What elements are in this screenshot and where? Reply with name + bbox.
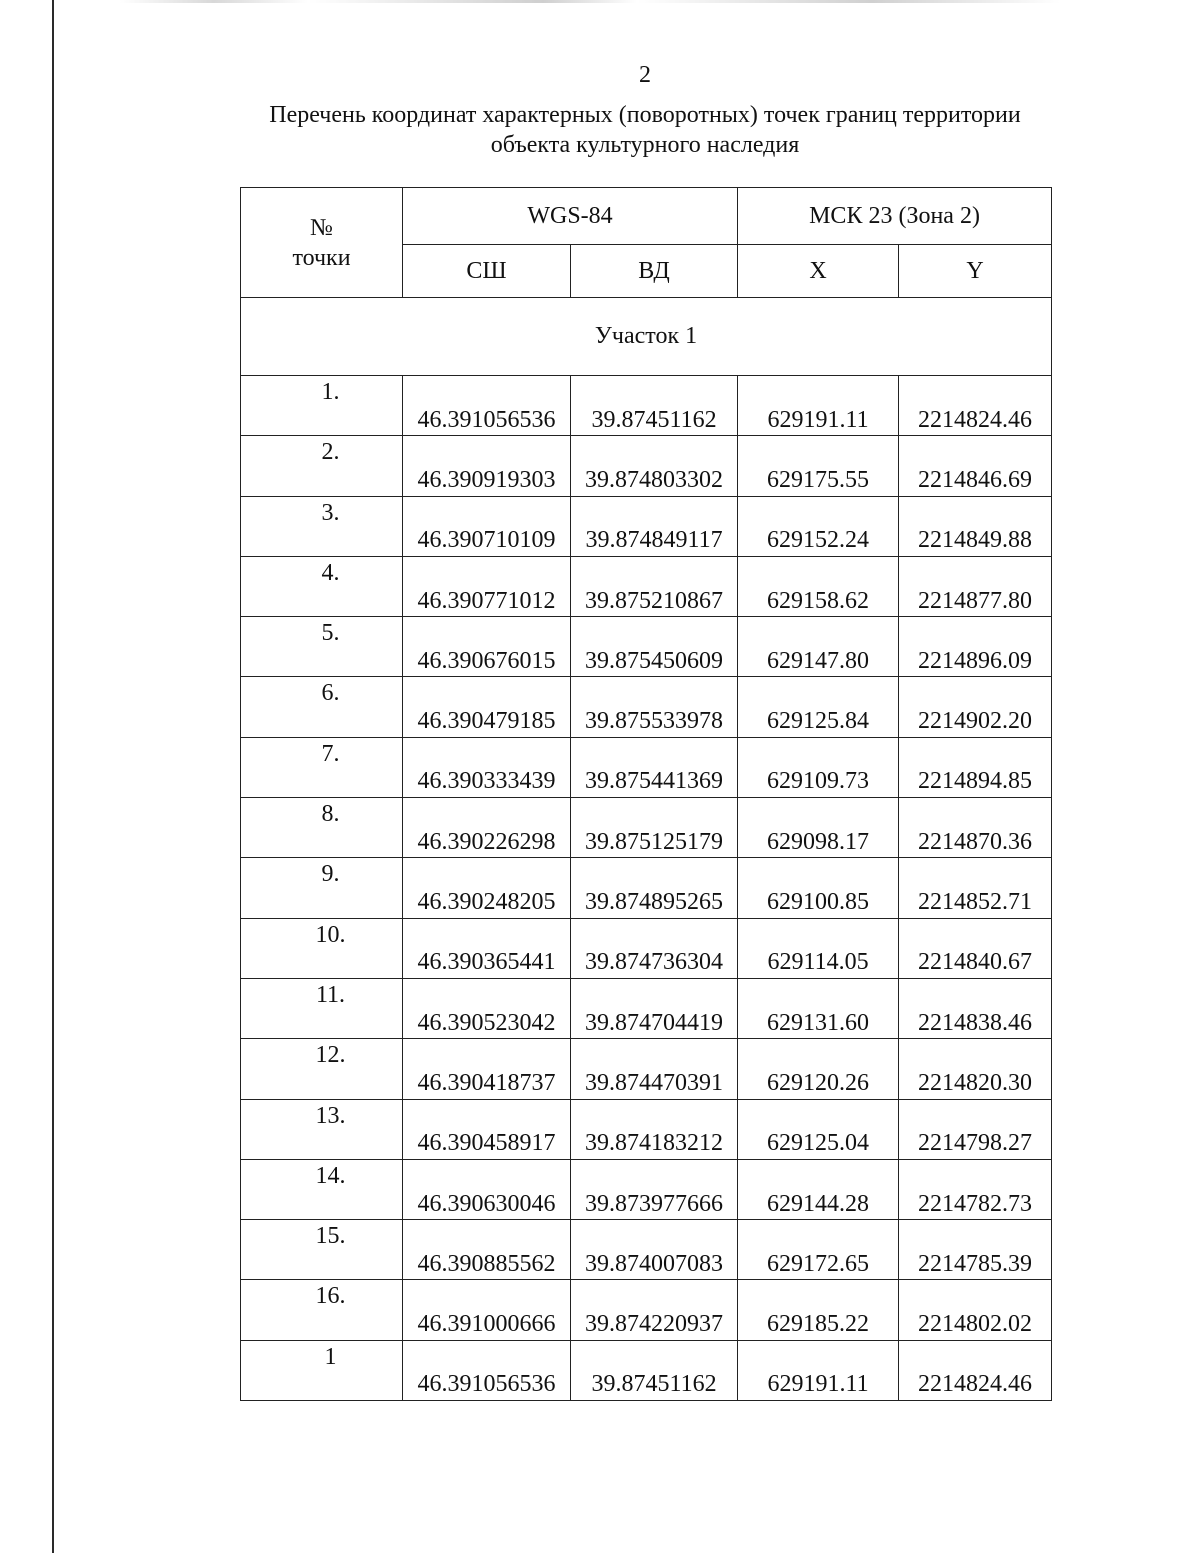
y-cell: 2214840.67 (899, 918, 1052, 978)
point-number-cell: 9. (241, 858, 403, 918)
table-row (241, 737, 1052, 797)
table-row (241, 556, 1052, 616)
document-title (200, 100, 1090, 160)
table-row (241, 376, 1052, 436)
point-number-cell: 10. (241, 918, 403, 978)
longitude-cell: 39.873977666 (571, 1159, 738, 1219)
longitude-cell: 39.875125179 (571, 798, 738, 858)
table-row (241, 798, 1052, 858)
latitude-cell: 46.390248205 (403, 858, 571, 918)
scan-top-edge (120, 0, 1060, 3)
table-row (241, 918, 1052, 978)
table-row (241, 436, 1052, 496)
x-cell: 629120.26 (738, 1039, 899, 1099)
msk23-header: МСК 23 (Зона 2) (738, 188, 1052, 245)
x-cell: 629175.55 (738, 436, 899, 496)
latitude-cell: 46.390885562 (403, 1220, 571, 1280)
x-cell: 629172.65 (738, 1220, 899, 1280)
document-title-line-1: Перечень координат характерных (поворотных) точек границ территории (269, 102, 1021, 128)
longitude-cell: 39.874007083 (571, 1220, 738, 1280)
longitude-cell: 39.874220937 (571, 1280, 738, 1340)
x-cell: 629098.17 (738, 798, 899, 858)
point-number-cell: 1. (241, 376, 403, 436)
latitude-cell: 46.391000666 (403, 1280, 571, 1340)
y-cell: 2214798.27 (899, 1099, 1052, 1159)
latitude-cell: 46.391056536 (403, 376, 571, 436)
latitude-cell: 46.390630046 (403, 1159, 571, 1219)
y-cell: 2214896.09 (899, 617, 1052, 677)
y-cell: 2214846.69 (899, 436, 1052, 496)
x-cell: 629100.85 (738, 858, 899, 918)
point-number-cell: 8. (241, 798, 403, 858)
y-cell: 2214824.46 (899, 1340, 1052, 1400)
latitude-cell: 46.390676015 (403, 617, 571, 677)
latitude-cell: 46.390710109 (403, 496, 571, 556)
longitude-cell: 39.874736304 (571, 918, 738, 978)
page-number: 2 (639, 62, 651, 88)
longitude-cell: 39.875450609 (571, 617, 738, 677)
x-cell: 629109.73 (738, 737, 899, 797)
latitude-cell: 46.390771012 (403, 556, 571, 616)
point-number-header-symbol: № (310, 214, 333, 241)
point-number-header (241, 188, 403, 298)
x-cell: 629125.84 (738, 677, 899, 737)
point-number-cell: 7. (241, 737, 403, 797)
x-cell: 629185.22 (738, 1280, 899, 1340)
table-row (241, 1220, 1052, 1280)
table-row (241, 1280, 1052, 1340)
longitude-cell: 39.874803302 (571, 436, 738, 496)
latitude-cell: 46.390418737 (403, 1039, 571, 1099)
longitude-cell: 39.875533978 (571, 677, 738, 737)
y-cell: 2214870.36 (899, 798, 1052, 858)
longitude-cell: 39.874849117 (571, 496, 738, 556)
y-cell: 2214894.85 (899, 737, 1052, 797)
section-title: Участок 1 (241, 298, 1052, 376)
point-number-cell: 11. (241, 978, 403, 1038)
header-row-1 (241, 188, 1052, 245)
latitude-cell: 46.390919303 (403, 436, 571, 496)
point-number-cell: 5. (241, 617, 403, 677)
point-number-cell: 14. (241, 1159, 403, 1219)
table-row (241, 677, 1052, 737)
longitude-cell: 39.87451162 (571, 1340, 738, 1400)
x-cell: 629114.05 (738, 918, 899, 978)
latitude-cell: 46.391056536 (403, 1340, 571, 1400)
latitude-header: СШ (403, 245, 571, 298)
table-row (241, 858, 1052, 918)
point-number-cell: 6. (241, 677, 403, 737)
y-cell: 2214849.88 (899, 496, 1052, 556)
table-row (241, 1340, 1052, 1400)
y-cell: 2214785.39 (899, 1220, 1052, 1280)
point-number-cell: 2. (241, 436, 403, 496)
latitude-cell: 46.390479185 (403, 677, 571, 737)
y-header: Y (899, 245, 1052, 298)
y-cell: 2214902.20 (899, 677, 1052, 737)
section-row (241, 298, 1052, 376)
latitude-cell: 46.390523042 (403, 978, 571, 1038)
coordinates-table (240, 187, 1052, 1401)
x-cell: 629147.80 (738, 617, 899, 677)
y-cell: 2214877.80 (899, 556, 1052, 616)
longitude-cell: 39.875441369 (571, 737, 738, 797)
point-number-cell: 1 (241, 1340, 403, 1400)
longitude-cell: 39.875210867 (571, 556, 738, 616)
point-number-cell: 15. (241, 1220, 403, 1280)
table-row (241, 1099, 1052, 1159)
y-cell: 2214824.46 (899, 376, 1052, 436)
y-cell: 2214820.30 (899, 1039, 1052, 1099)
latitude-cell: 46.390226298 (403, 798, 571, 858)
point-number-header-label: точки (292, 244, 351, 271)
x-cell: 629191.11 (738, 1340, 899, 1400)
point-number-cell: 3. (241, 496, 403, 556)
x-cell: 629191.11 (738, 376, 899, 436)
y-cell: 2214802.02 (899, 1280, 1052, 1340)
point-number-cell: 4. (241, 556, 403, 616)
table-row (241, 617, 1052, 677)
table-row (241, 1039, 1052, 1099)
point-number-cell: 12. (241, 1039, 403, 1099)
table-row (241, 1159, 1052, 1219)
x-cell: 629125.04 (738, 1099, 899, 1159)
table-row (241, 978, 1052, 1038)
x-cell: 629158.62 (738, 556, 899, 616)
table-row (241, 496, 1052, 556)
scan-left-edge (52, 0, 54, 1553)
y-cell: 2214782.73 (899, 1159, 1052, 1219)
longitude-cell: 39.874704419 (571, 978, 738, 1038)
longitude-cell: 39.87451162 (571, 376, 738, 436)
longitude-header: ВД (571, 245, 738, 298)
point-number-cell: 16. (241, 1280, 403, 1340)
wgs84-header: WGS-84 (403, 188, 738, 245)
document-title-line-2: объекта культурного наследия (490, 132, 800, 158)
x-header: X (738, 245, 899, 298)
latitude-cell: 46.390333439 (403, 737, 571, 797)
x-cell: 629131.60 (738, 978, 899, 1038)
latitude-cell: 46.390458917 (403, 1099, 571, 1159)
latitude-cell: 46.390365441 (403, 918, 571, 978)
longitude-cell: 39.874895265 (571, 858, 738, 918)
x-cell: 629144.28 (738, 1159, 899, 1219)
x-cell: 629152.24 (738, 496, 899, 556)
point-number-cell: 13. (241, 1099, 403, 1159)
y-cell: 2214852.71 (899, 858, 1052, 918)
y-cell: 2214838.46 (899, 978, 1052, 1038)
longitude-cell: 39.874470391 (571, 1039, 738, 1099)
longitude-cell: 39.874183212 (571, 1099, 738, 1159)
